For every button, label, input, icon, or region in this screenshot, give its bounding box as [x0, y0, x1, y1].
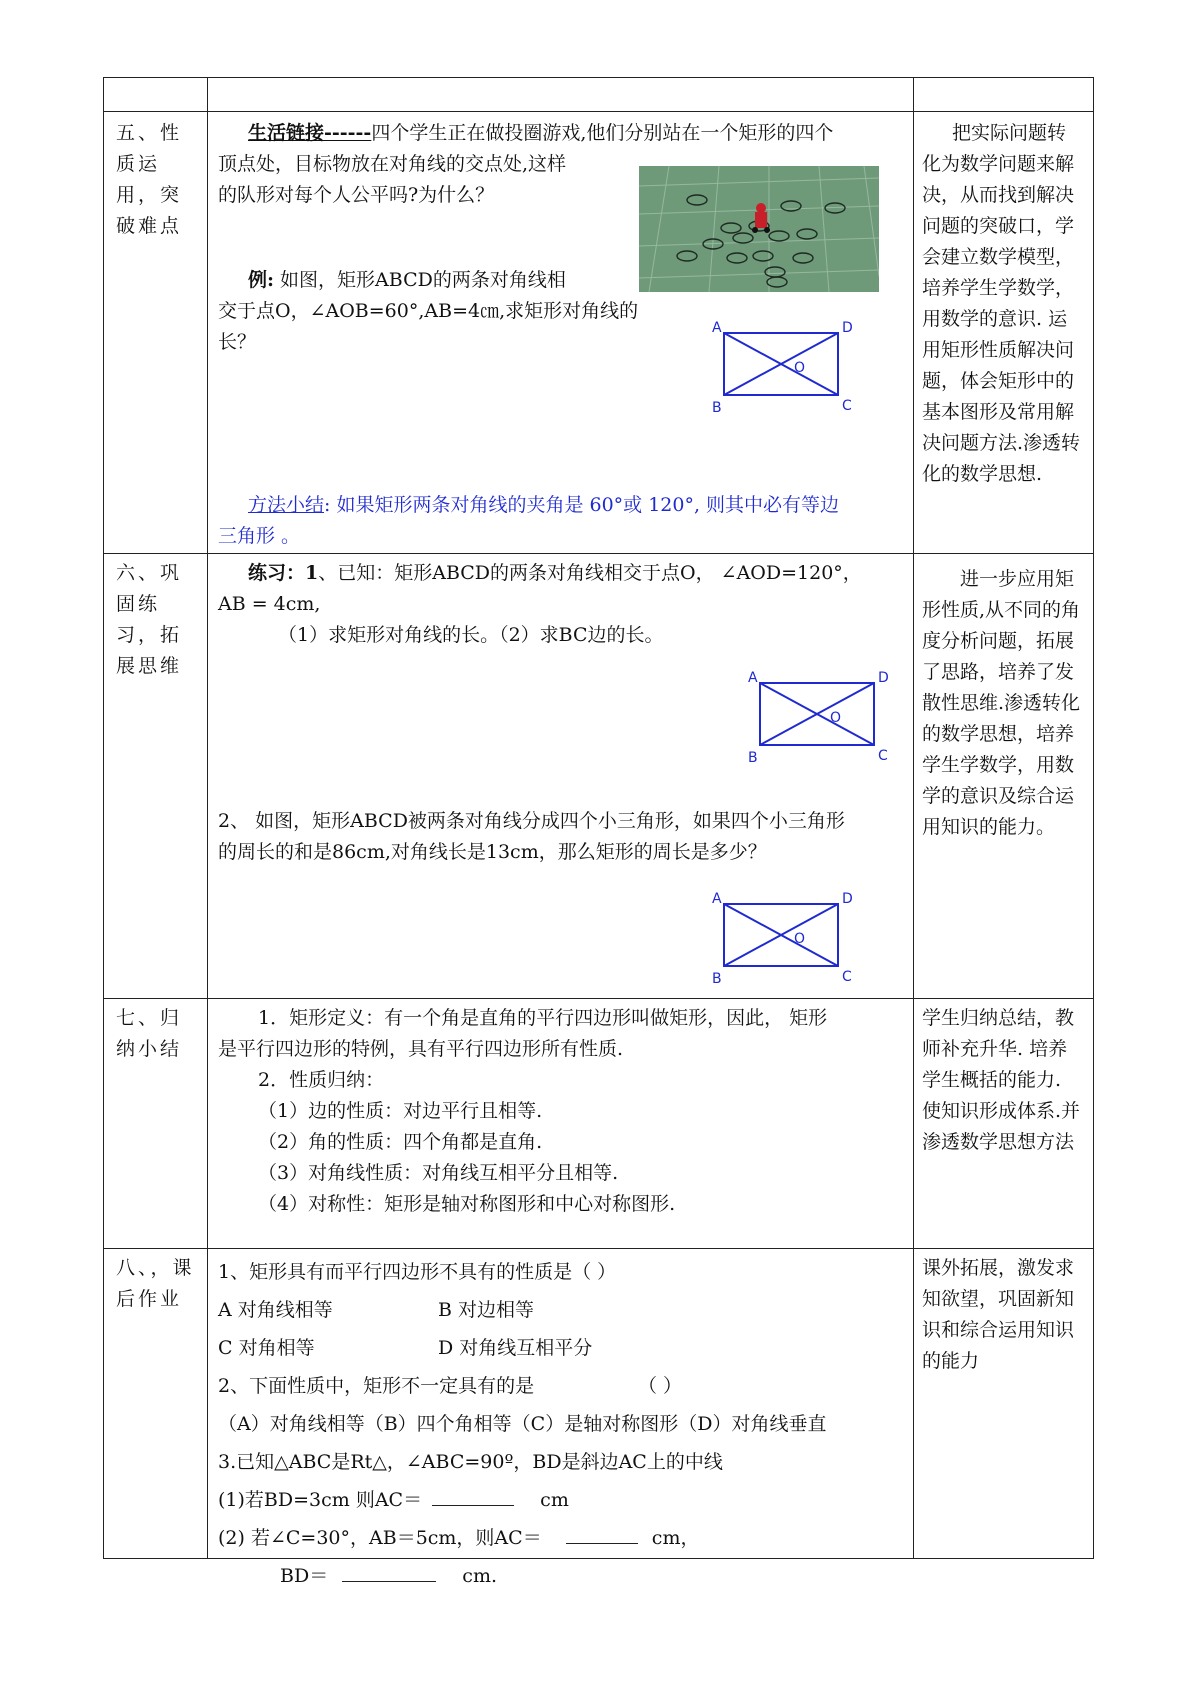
- example-line-2: 交于点O，∠AOB=60°,AB=4㎝,求矩形对角线的: [218, 300, 639, 322]
- life-link-line: [218, 118, 908, 149]
- answer-blank[interactable]: [566, 1525, 638, 1544]
- exercise-label: 练习：1: [248, 562, 319, 584]
- exercise-2-line-2: 的周长的和是86cm,对角线长是13cm，那么矩形的周长是多少？: [218, 841, 767, 863]
- exercise-2-line-1: 2、 如图，矩形ABCD被两条对角线分成四个小三角形，如果四个小三角形: [218, 810, 845, 832]
- q1-option-a: A 对角线相等: [218, 1299, 333, 1321]
- homework-q3-2: [218, 1519, 908, 1557]
- lesson-table: [103, 77, 1094, 1587]
- life-link-line-3: 的队形对每个人公平吗?为什么？: [218, 184, 495, 206]
- q1-option-b: B 对边相等: [438, 1299, 535, 1321]
- center-label-o: O: [830, 710, 842, 726]
- homework-q3: 3.已知△ABC是Rt△，∠ABC=90º，BD是斜边AC上的中线: [218, 1451, 723, 1473]
- q3-2-unit: cm，: [651, 1527, 700, 1549]
- center-label-o: O: [794, 931, 806, 947]
- life-link-title: 生活链接------: [248, 122, 372, 144]
- homework-q3-3: [218, 1557, 908, 1595]
- section-6-note: 进一步应用矩形性质,从不同的角度分析问题，拓展了思路，培养了发散性思维.渗透转化的数学思想，培养学生学数学，用数学的意识及综合运用知识的能力。: [922, 568, 1081, 838]
- example-text: 如图，矩形ABCD的两条对角线相: [274, 269, 566, 291]
- method-text: : 如果矩形两条对角线的夹角是 60°或 120°, 则其中必有等边: [324, 494, 840, 516]
- vertex-label-a: A: [712, 320, 722, 336]
- vertex-label-b: B: [712, 971, 722, 987]
- vertex-label-d: D: [842, 320, 853, 336]
- section-6-label: 六、巩固练习，拓展思维: [116, 562, 183, 677]
- homework-q2: [218, 1367, 908, 1405]
- q3-3-text: BD＝: [280, 1565, 329, 1587]
- life-link-text: 四个学生正在做投圈游戏,他们分别站在一个矩形的四个: [371, 122, 834, 144]
- section-7-label: 七、归纳小结: [116, 1007, 183, 1060]
- ring-toss-photo: [639, 166, 879, 292]
- homework-q1-cd: [218, 1329, 908, 1367]
- summary-line-7: （4）对称性：矩形是轴对称图形和中心对称图形.: [258, 1193, 676, 1215]
- exercise-1-line-3: （1）求矩形对角线的长。（2）求BC边的长。: [278, 624, 664, 646]
- rectangle-diagram-example: [708, 316, 858, 416]
- vertex-label-a: A: [712, 891, 722, 907]
- homework-q2-options: （A）对角线相等（B）四个角相等（C）是轴对称图形（D）对角线垂直: [218, 1413, 827, 1435]
- method-summary: [218, 490, 908, 552]
- row-divider: [104, 553, 1093, 554]
- section-5-label: 五、性质运用，突破难点: [116, 122, 183, 237]
- q3-1-unit: cm: [540, 1489, 569, 1511]
- section-7-content: [218, 1003, 908, 1220]
- q3-3-unit: cm.: [462, 1565, 497, 1587]
- method-line-2: 三角形 。: [218, 525, 301, 547]
- section-8-content: [218, 1253, 908, 1595]
- life-link-line-2: 顶点处，目标物放在对角线的交点处,这样: [218, 153, 567, 175]
- exercise-1-line-1: [218, 558, 908, 589]
- row-divider: [104, 998, 1093, 999]
- vertex-label-c: C: [842, 398, 852, 414]
- vertex-label-a: A: [748, 670, 758, 686]
- section-5-note: 把实际问题转化为数学问题来解决，从而找到解决问题的突破口，学会建立数学模型，培养学生学数学，用数学的意识. 运用矩形性质解决问题，体会矩形中的基本图形及常用解决问题方法.渗透转化的数学思想.: [922, 122, 1081, 485]
- summary-line-6: （3）对角线性质：对角线互相平分且相等.: [258, 1162, 619, 1184]
- vertex-label-b: B: [712, 400, 722, 416]
- vertex-label-c: C: [842, 969, 852, 985]
- q2-paren: （ ）: [638, 1375, 683, 1397]
- vertex-label-c: C: [878, 748, 888, 764]
- q1-option-c: C 对角相等: [218, 1337, 315, 1359]
- row-divider: [104, 111, 1093, 112]
- method-line-1: [218, 490, 908, 521]
- section-7-note: 学生归纳总结，教师补充升华. 培养学生概括的能力. 使知识形成体系.并渗透数学思想方法: [922, 1007, 1081, 1153]
- summary-line-3: 2．性质归纳：: [258, 1069, 385, 1091]
- vertex-label-d: D: [842, 891, 853, 907]
- summary-line-1: 1．矩形定义：有一个角是直角的平行四边形叫做矩形，因此， 矩形: [258, 1007, 828, 1029]
- center-label-o: O: [794, 360, 806, 376]
- row-divider: [104, 1248, 1093, 1249]
- homework-q1-ab: [218, 1291, 908, 1329]
- q2-text: 2、下面性质中，矩形不一定具有的是: [218, 1375, 535, 1397]
- method-label: 方法小结: [248, 494, 325, 516]
- summary-line-5: （2）角的性质：四个角都是直角.: [258, 1131, 543, 1153]
- vertex-label-d: D: [878, 670, 889, 686]
- rectangle-diagram-exercise-2: [708, 887, 858, 987]
- answer-blank[interactable]: [342, 1563, 436, 1582]
- column-divider: [207, 78, 208, 1558]
- vertex-label-b: B: [748, 750, 758, 766]
- exercise-1-text: 、已知：矩形ABCD的两条对角线相交于点O， ∠AOD=120°，: [318, 562, 862, 584]
- column-divider: [913, 78, 914, 1558]
- exercise-1-line-2: AB = 4cm,: [218, 593, 321, 615]
- summary-line-2: 是平行四边形的特例，具有平行四边形所有性质.: [218, 1038, 624, 1060]
- exercise-2: [218, 806, 908, 868]
- rectangle-diagram-exercise-1: [744, 666, 894, 766]
- example-label: 例:: [248, 269, 275, 291]
- answer-blank[interactable]: [432, 1487, 514, 1506]
- example-line-3: 长？: [218, 331, 257, 353]
- section-8-note: 课外拓展，激发求知欲望，巩固新知识和综合运用知识的能力: [922, 1257, 1075, 1372]
- homework-q1: 1、矩形具有而平行四边形不具有的性质是（ ）: [218, 1261, 617, 1283]
- section-6-content: [218, 558, 908, 651]
- section-8-label: 八、，课后作业: [116, 1257, 195, 1310]
- homework-q3-1: [218, 1481, 908, 1519]
- q3-1-text: (1)若BD=3cm 则AC＝: [218, 1489, 423, 1511]
- q3-2-text: (2) 若∠C=30°，AB＝5cm，则AC＝: [218, 1527, 542, 1549]
- summary-line-4: （1）边的性质：对边平行且相等.: [258, 1100, 543, 1122]
- q1-option-d: D 对角线互相平分: [438, 1337, 593, 1359]
